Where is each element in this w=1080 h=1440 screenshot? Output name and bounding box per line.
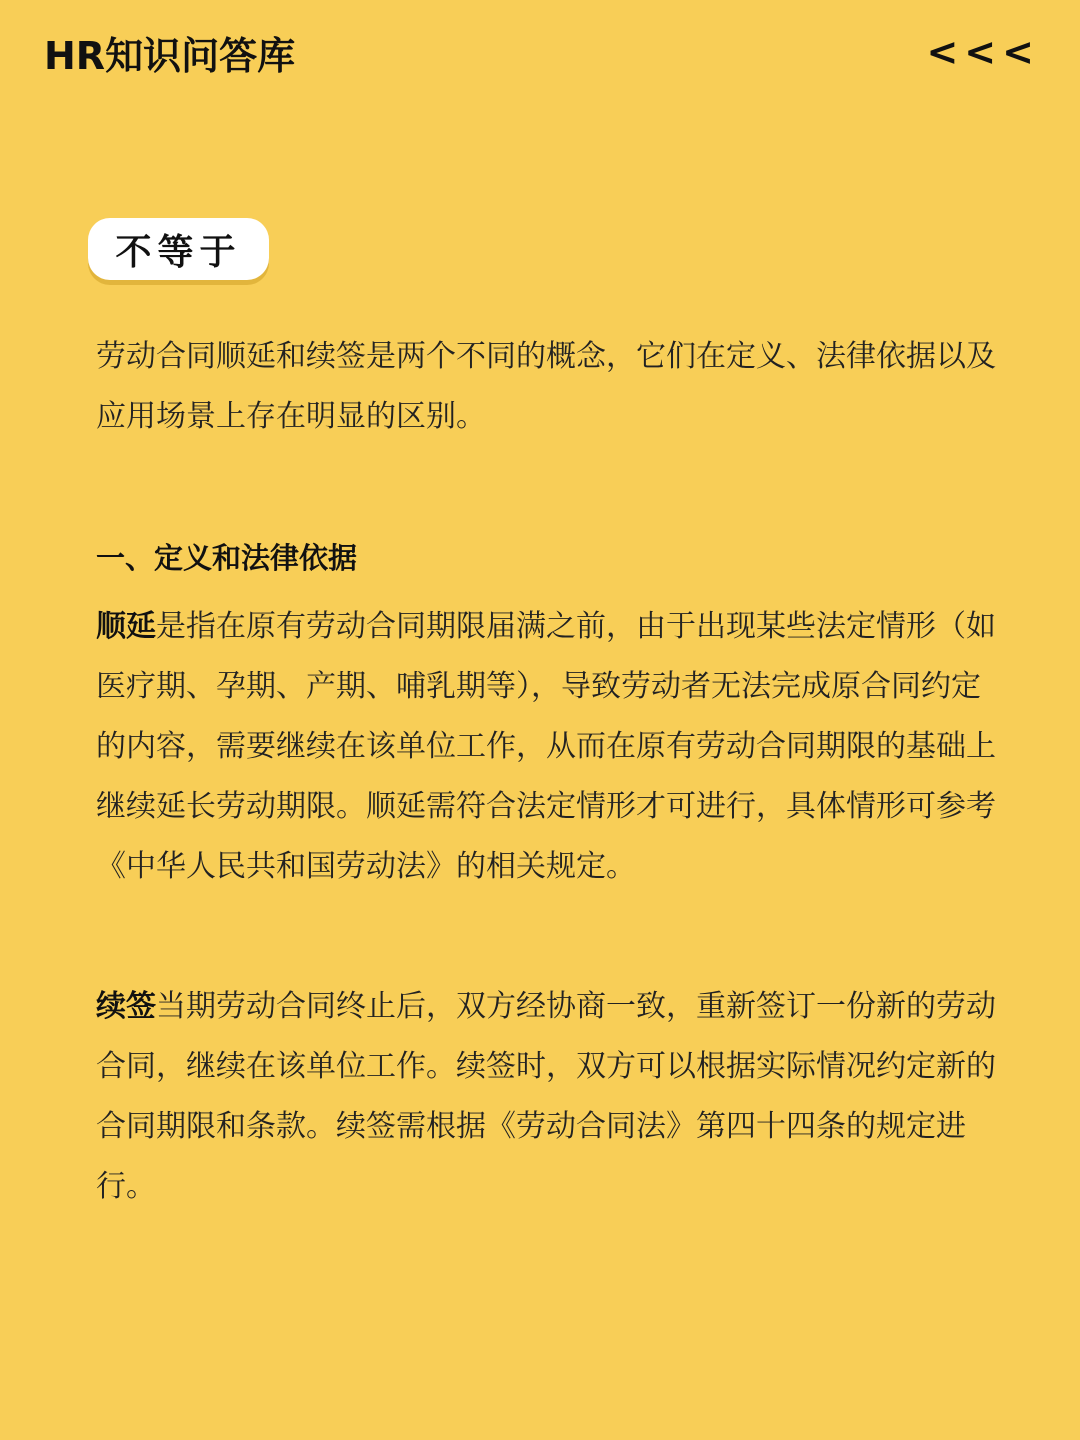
xuqian-definition: 当期劳动合同终止后，双方经协商一致，重新签订一份新的劳动合同，继续在该单位工作。续签时，双方可以根据实际情况约定新的合同期限和条款。续签需根据《劳动合同法》第四十四条的规定进行。 <box>96 989 996 1204</box>
xuqian-paragraph <box>96 977 996 1217</box>
back-arrows-icon[interactable]: <<< <box>926 30 1040 74</box>
topic-tag <box>88 218 269 280</box>
topic-tag-label: 不等于 <box>115 231 242 273</box>
shunyan-term: 顺延 <box>96 609 156 644</box>
shunyan-definition: 是指在原有劳动合同期限届满之前，由于出现某些法定情形（如医疗期、孕期、产期、哺乳期等），导致劳动者无法完成原合同约定的内容，需要继续在该单位工作，从而在原有劳动合同期限的基础上继续延长劳动期限。顺延需符合法定情形才可进行，具体情形可参考《中华人民共和国劳动法》的相关规定。 <box>96 609 996 884</box>
section-heading: 一、定义和法律依据 <box>96 541 358 575</box>
xuqian-term: 续签 <box>96 989 156 1024</box>
intro-paragraph: 劳动合同顺延和续签是两个不同的概念，它们在定义、法律依据以及应用场景上存在明显的区别。 <box>96 339 996 434</box>
shunyan-paragraph <box>96 597 996 897</box>
brand-title: HR知识问答库 <box>44 34 296 78</box>
